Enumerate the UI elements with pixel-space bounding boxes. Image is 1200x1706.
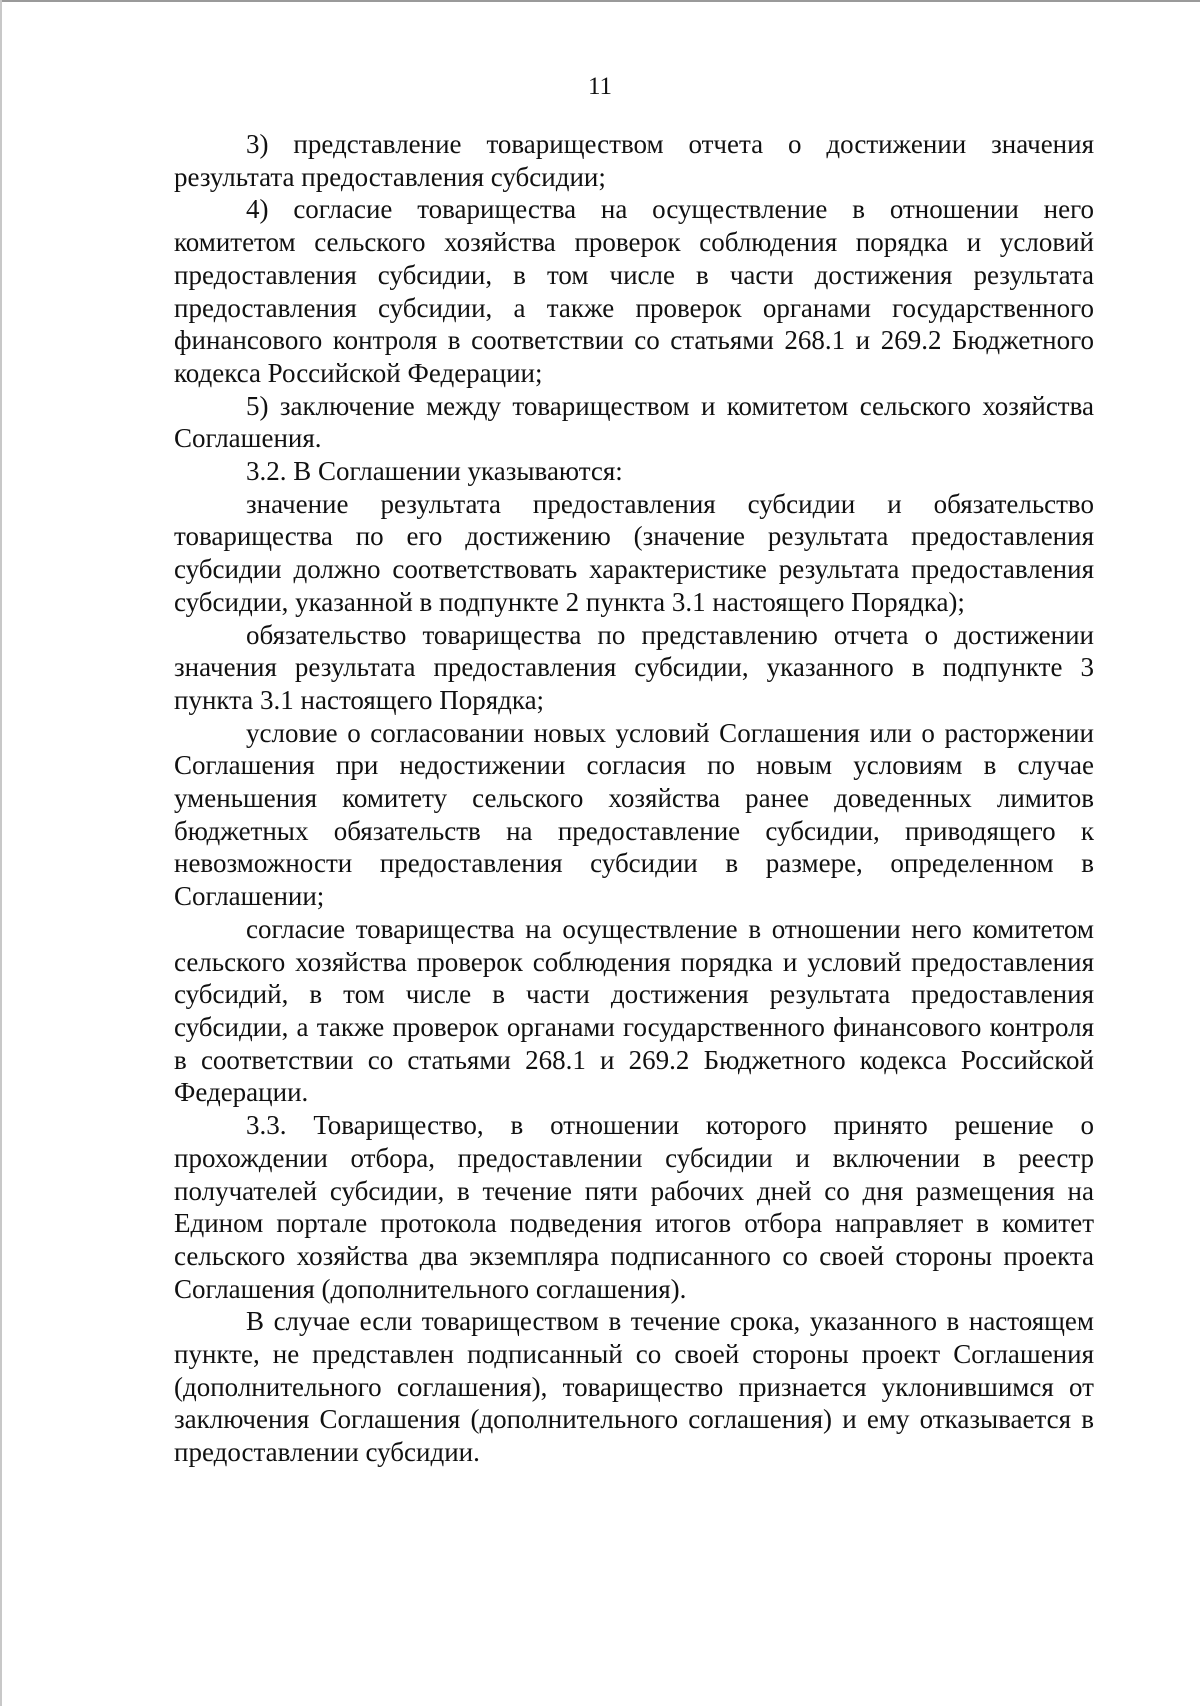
paragraph-item-5: 5) заключение между товариществом и комитетом сельского хозяйства Соглашения. <box>174 390 1094 454</box>
section-3-2-heading: 3.2. В Соглашении указываются: <box>246 456 623 487</box>
paragraph-new-conditions: условие о согласовании новых условий Соглашения или о расторжении Соглашения при недостижении согласия по новым условиям в случае уменьшения комитету сельского хозяйства ранее доведенных лимитов бюджетных обязательств на предоставление субсидии, приводящего к невозможности предоставления субсидии в размере, определенном в Соглашении; <box>174 717 1094 912</box>
scan-edge-left <box>0 0 2 1706</box>
scan-edge-top <box>0 0 1200 2</box>
document-body <box>174 128 1094 1469</box>
paragraph-item-4: 4) согласие товарищества на осуществление в отношении него комитетом сельского хозяйства проверок соблюдения порядка и условий предоставления субсидии, в том числе в части достижения результата предоставления субсидии, а также проверок органами государственного финансового контроля в соответствии со статьями 268.1 и 269.2 Бюджетного кодекса Российской Федерации; <box>174 194 1094 388</box>
paragraph-inspection-consent: согласие товарищества на осуществление в отношении него комитетом сельского хозяйства проверок соблюдения порядка и условий предоставления субсидий, в том числе в части достижения результата предоставления субсидии, а также проверок органами государственного финансового контроля в соответствии со статьями 268.1 и 269.2 Бюджетного кодекса Российской Федерации. <box>174 913 1094 1108</box>
paragraph-result-value: значение результата предоставления субсидии и обязательство товарищества по его достижению (значение результата предоставления субсидии должно соответствовать характеристике результата предоставления субсидии, указанной в подпункте 2 пункта 3.1 настоящего Порядка); <box>174 488 1094 617</box>
paragraph-item-3: 3) представление товариществом отчета о достижении значения результата предоставления субсидии; <box>174 129 1094 192</box>
section-3-3-paragraph: 3.3. Товарищество, в отношении которого принято решение о прохождении отбора, предоставлении субсидии и включении в реестр получателей субсидии, в течение пяти рабочих дней со дня размещения на Едином портале протокола подведения итогов отбора направляет в комитет сельского хозяйства два экземпляра подписанного со своей стороны проекта Соглашения (дополнительного соглашения). <box>174 1110 1094 1304</box>
page-number: 11 <box>587 73 613 100</box>
paragraph-evasion: В случае если товариществом в течение срока, указанного в настоящем пункте, не представлен подписанный со своей стороны проект Соглашения (дополнительного соглашения), товарищество признается уклонившимся от заключения Соглашения (дополнительного соглашения) и ему отказывается в предоставлении субсидии. <box>174 1306 1094 1468</box>
paragraph-report-obligation: обязательство товарищества по представлению отчета о достижении значения результата предоставления субсидии, указанного в подпункте 3 пункта 3.1 настоящего Порядка; <box>174 619 1094 715</box>
